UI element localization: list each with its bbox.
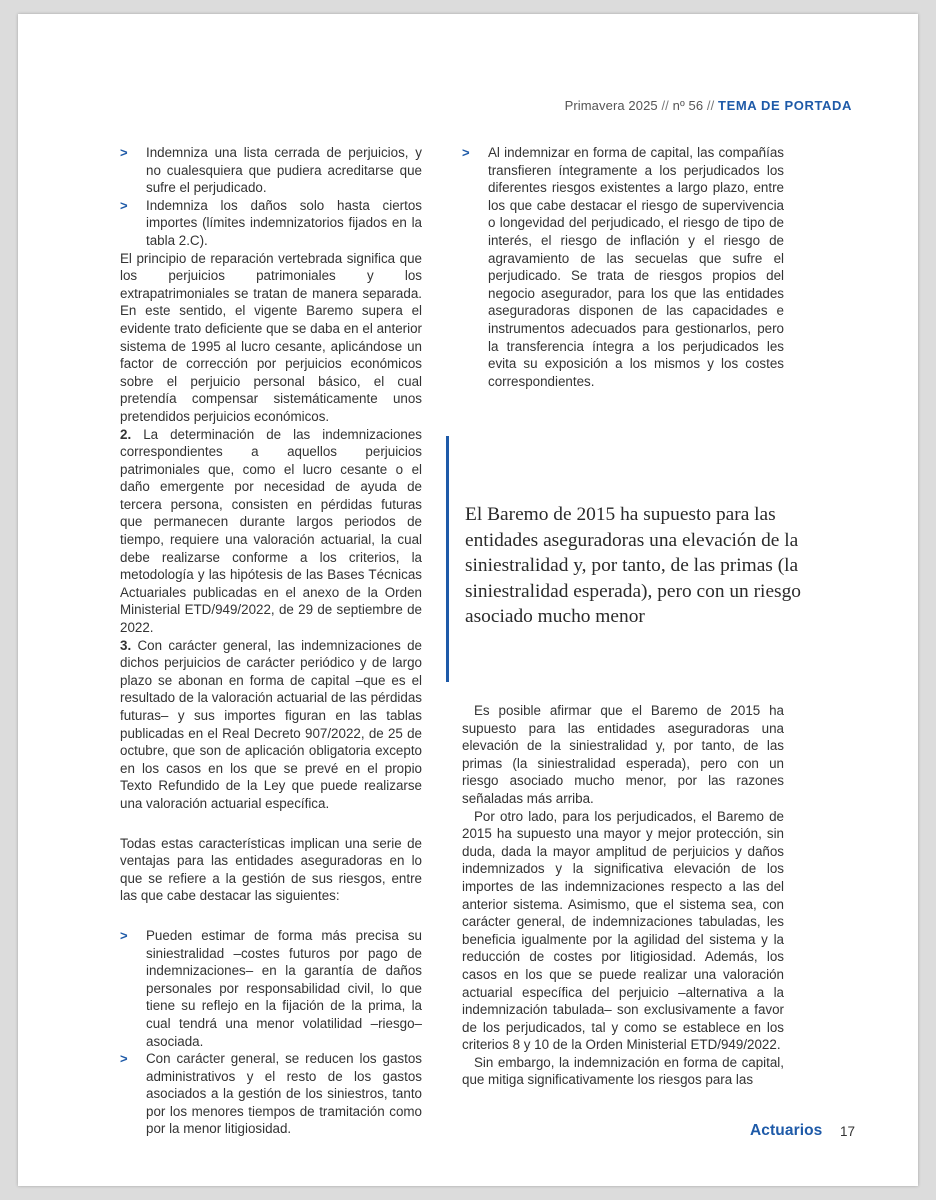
header-separator: // [661,98,669,113]
body-paragraph: Por otro lado, para los perjudicados, el Baremo de 2015 ha supuesto una mayor y mejor protección, sin duda, dada la mayor amplitud de perjuicios y daños indemnizados y la significativa elevación de los importes de las indemnizaciones respecto a las del anterior sistema. Asimismo, que el sistema sea, con carácter general, de indemnizaciones tabuladas, les beneficia igualmente por la agilidad del sistema y la reducción de costes por litigiosidad. Además, los casos en los que se puede realizar una valoración actuarial específica del perjuicio –alternativa a la indemnización tabulada– son exclusivamente a favor de los perjudicados, tal y como se establece en los criterios 8 y 10 de la Orden Ministerial ETD/949/2022. [462,808,784,1053]
bullet-arrow-icon: > [120,1051,128,1067]
bullet-text: Con carácter general, se reducen los gastos administrativos y el resto de los gastos asociados a la gestión de los siniestros, tanto por los menores tiempos de tramitación como por la menor litigiosidad. [146,1051,422,1137]
numbered-item-3 [120,637,422,813]
magazine-page [18,14,918,1186]
right-column-bottom [462,702,784,1089]
header-separator: // [706,98,715,113]
bullet-text: Pueden estimar de forma más precisa su siniestralidad –costes futuros por pago de indemnizaciones– en la garantía de daños personales por responsabilidad civil, lo que tiene su reflejo en la fijación de la prima, la cual tendrá una menor volatilidad –riesgo– asociada. [146,927,422,1049]
list-item [120,197,422,250]
list-item [120,1050,422,1138]
bullet-arrow-icon: > [120,927,128,943]
bullet-arrow-icon: > [462,145,470,160]
pull-quote [446,436,807,682]
numbered-item-2 [120,426,422,637]
list-item [462,144,784,390]
running-header [565,98,852,113]
body-paragraph: Es posible afirmar que el Baremo de 2015 ha supuesto para las entidades aseguradoras una elevación de la siniestralidad y, por tanto, de las primas (la siniestralidad esperada), pero con un riesgo asociado mucho menor, por las razones señaladas más arriba. [462,703,784,806]
bullet-arrow-icon: > [120,197,128,213]
list-item [120,144,422,197]
bullet-text: Al indemnizar en forma de capital, las compañías transfieren íntegramente a los perjudicados los diferentes riesgos existentes a largo plazo, entre los que cabe destacar el riesgo de supervivencia o longevidad del perjudicado, el riesgo de tipo de interés, el riesgo de inflación y el riesgo de agravamiento de las secuelas que sufre el perjudicado. Se trata de riesgos propios del negocio asegurador, para los que las entidades aseguradoras disponen de las capacidades e instrumentos adecuados para gestionarlos, pero la transferencia íntegra a los perjudicados les evita su exposición a los mismos y los costes correspondientes. [488,145,784,389]
issue-number: nº 56 [672,98,704,113]
magazine-brand: Actuarios [750,1122,823,1139]
item-number: 3. [120,637,132,653]
list-item [120,927,422,1050]
bullet-text: Indemniza los daños solo hasta ciertos importes (límites indemnizatorios fijados en la tabla 2.C). [146,197,422,248]
section-topic: TEMA DE PORTADA [718,98,852,113]
pull-quote-text: El Baremo de 2015 ha supuesto para las entidades aseguradoras una elevación de la siniestralidad y, por tanto, de las primas (la siniestralidad esperada), pero con un riesgo asociado mucho menor [465,504,801,628]
body-paragraph: El principio de reparación vertebrada significa que los perjuicios patrimoniales y los extrapatrimoniales se tratan de manera separada. En este sentido, el vigente Baremo supera el evidente trato deficiente que se daba en el anterior sistema de 1995 al lucro cesante, aplicándose un factor de corrección por perjuicios económicos sobre el perjuicio personal básico, el cual pretendía compensar sistemáticamente unos pretendidos perjuicios económicos. [120,250,422,424]
item-text: La determinación de las indemnizaciones correspondientes a aquellos perjuicios patrimoniales que, como el lucro cesante o el daño emergente por necesidad de ayuda de tercera persona, consisten en pérdidas futuras que permanecen durante largos periodos de tiempo, requiere una valoración actuarial, la cual debe realizarse conforme a los criterios, la metodología y las hipótesis de las Bases Técnicas Actuariales publicadas en el anexo de la Orden Ministerial ETD/949/2022, de 29 de septiembre de 2022. [120,426,422,636]
bullet-arrow-icon: > [120,145,128,160]
left-column [120,144,422,1138]
item-text: Con carácter general, las indemnizaciones de dichos perjuicios de carácter periódico y de largo plazo se abonan en forma de capital –que es el resultado de la valoración actuarial de las pérdidas futuras– y sus importes figuran en las tablas publicadas en el Real Decreto 907/2022, de 25 de octubre, que son de aplicación obligatoria excepto en los casos en los que se prevé en el propio Texto Refundido de la Ley que puede realizarse una valoración actuarial específica. [120,637,422,811]
issue-season: Primavera 2025 [564,98,658,113]
page-number: 17 [840,1124,856,1139]
item-number: 2. [120,426,132,442]
body-paragraph: Todas estas características implican una serie de ventajas para las entidades aseguradoras en lo que se refiere a la gestión de sus riesgos, entre las que cabe destacar las siguientes: [120,835,422,904]
body-paragraph: Sin embargo, la indemnización en forma de capital, que mitiga significativamente los riesgos para las [462,1054,784,1088]
right-column-top [462,144,784,390]
bullet-text: Indemniza una lista cerrada de perjuicios, y no cualesquiera que pudiera acreditarse que sufre el perjudicado. [146,145,422,196]
